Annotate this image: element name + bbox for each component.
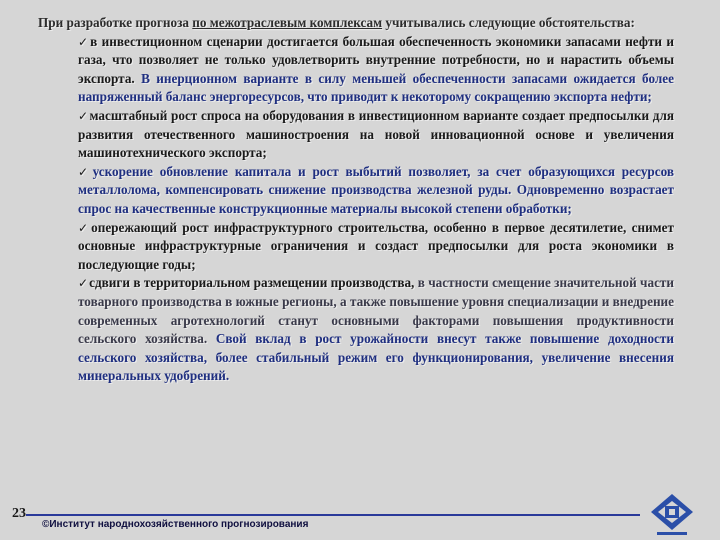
bullet-text-segment: ускорение обновление капитала и рост выбытий позволяет, за счет образующихся ресурсов металлолома, компенсировать снижение производства железной руды. Одновременно возрастает спрос на качественные конструкционные материалы высокой степени обработки; [78,163,674,216]
checkmark-bullet-icon: ✓ [78,276,89,291]
institute-logo-icon [647,492,697,538]
checkmark-bullet-icon: ✓ [78,220,91,235]
checkmark-bullet-icon: ✓ [78,164,92,179]
intro-underlined-phrase: по межотраслевым комплексам [192,15,383,30]
page-number: 23 [12,506,26,521]
bullet-text-segment: в инвестиционном сценарии достигается большая обеспеченность экономики запасами нефти и газа, что позволяет не только удовлетворить внутренние потребности, но и нарастить объемы экспорта. [78,33,675,86]
intro-paragraph [38,14,674,33]
footer-divider [26,514,640,516]
bullet-item [78,219,674,275]
intro-text-end: учитывались следующие обстоятельства: [382,15,635,30]
slide-body [38,14,674,386]
bullet-text-segment: опережающий рост инфраструктурного строительства, особенно в первое десятилетие, снимет основные инфраструктурные ограничения и создаст предпосылки для роста экономики в последующие годы; [78,219,674,272]
bullet-text-segment: сдвиги в территориальном размещении производства, [89,275,418,291]
checkmark-bullet-icon: ✓ [78,34,90,49]
bullet-item [78,33,674,107]
footer-institute: ©Институт народнохозяйственного прогнозирования [42,519,309,530]
bullet-item [78,107,674,163]
bullet-text-segment: В инерционном варианте в силу меньшей обеспеченности запасами ожидается более напряженный баланс энергоресурсов, что приводит к некоторому сокращению экспорта нефти; [78,70,674,105]
bullet-list [38,33,674,386]
checkmark-bullet-icon: ✓ [78,108,89,123]
bullet-text-segment: в частности смещение значительной части товарного производства в южные регионы, а также повышение уровня специализации и внедрение современных агротехнологий станут основными факторами повышения продуктивности сельского хозяйства. [78,275,674,347]
bullet-item [78,163,674,219]
intro-text-start: При разработке прогноза [38,15,193,30]
bullet-text-segment: масштабный рост спроса на оборудования в инвестиционном варианте создает предпосылки для развития отечественного машиностроения на новой инновационной основе и увеличения машинотехнического экспорта; [78,107,674,161]
bullet-item [78,274,674,386]
bullet-text-segment: Свой вклад в рост урожайности внесут также повышение доходности сельского хозяйства, более стабильный режим его функционирования, увеличение внесения минеральных удобрений. [78,331,674,384]
